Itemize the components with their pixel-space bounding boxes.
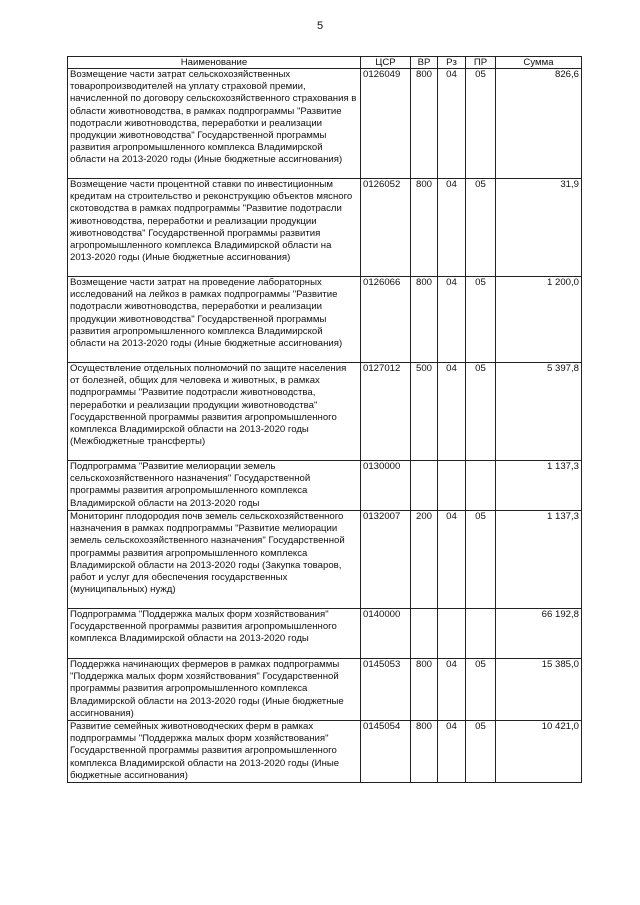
cell-pr [466, 609, 496, 659]
cell-rz [438, 461, 466, 511]
budget-table [67, 56, 582, 783]
cell-pr: 05 [466, 277, 496, 363]
cell-rz: 04 [438, 277, 466, 363]
cell-sum: 1 137,3 [496, 461, 582, 511]
cell-sum: 31,9 [496, 179, 582, 277]
cell-csr: 0132007 [361, 511, 411, 609]
cell-csr: 0126052 [361, 179, 411, 277]
cell-vr: 800 [411, 179, 438, 277]
cell-sum: 66 192,8 [496, 609, 582, 659]
cell-sum: 15 385,0 [496, 659, 582, 721]
cell-name: Возмещение части затрат на проведение лабораторных исследований на лейкоз в рамках подпрограммы "Развитие подотрасли животноводства, переработки и реализации продукции животноводства" Государственной программы развития агропромышленного комплекса Владимирской области на 2013-2020 годы (Иные бюджетные ассигнования) [68, 277, 361, 363]
cell-sum: 826,6 [496, 69, 582, 179]
cell-csr: 0127012 [361, 363, 411, 461]
cell-pr: 05 [466, 659, 496, 721]
col-header-sum: Сумма [496, 57, 582, 69]
cell-csr: 0140000 [361, 609, 411, 659]
table-row [68, 609, 582, 659]
cell-rz: 04 [438, 721, 466, 783]
cell-rz: 04 [438, 659, 466, 721]
cell-sum: 10 421,0 [496, 721, 582, 783]
cell-rz: 04 [438, 363, 466, 461]
table-row [68, 721, 582, 783]
cell-name: Подпрограмма "Поддержка малых форм хозяйствования" Государственной программы развития агропромышленного комплекса Владимирской области на 2013-2020 годы [68, 609, 361, 659]
col-header-csr: ЦСР [361, 57, 411, 69]
table-row [68, 69, 582, 179]
cell-name: Развитие семейных животноводческих ферм в рамках подпрограммы "Поддержка малых форм хозяйствования" Государственной программы развития агропромышленного комплекса Владимирской области на 2013-2020 годы (Иные бюджетные ассигнования) [68, 721, 361, 783]
cell-pr [466, 461, 496, 511]
cell-name: Возмещение части затрат сельскохозяйственных товаропроизводителей на уплату страховой премии, начисленной по договору сельскохозяйственного страхования в области животноводства, в рамках подпрограммы "Развитие подотрасли животноводства, переработки и реализации продукции животноводства" Государственной программы развития агропромышленного комплекса Владимирской области на 2013-2020 годы (Иные бюджетные ассигнования) [68, 69, 361, 179]
table-row [68, 461, 582, 511]
col-header-name: Наименование [68, 57, 361, 69]
cell-sum: 1 137,3 [496, 511, 582, 609]
cell-vr: 800 [411, 69, 438, 179]
cell-sum: 5 397,8 [496, 363, 582, 461]
table-row [68, 179, 582, 277]
table-row [68, 277, 582, 363]
cell-csr: 0126066 [361, 277, 411, 363]
table-row [68, 511, 582, 609]
cell-csr: 0145054 [361, 721, 411, 783]
table-row [68, 363, 582, 461]
cell-rz [438, 609, 466, 659]
cell-rz: 04 [438, 69, 466, 179]
cell-name: Поддержка начинающих фермеров в рамках подпрограммы "Поддержка малых форм хозяйствования" Государственной программы развития агропромышленного комплекса Владимирской области на 2013-2020 годы (Иные бюджетные ассигнования) [68, 659, 361, 721]
cell-name: Осуществление отдельных полномочий по защите населения от болезней, общих для человека и животных, в рамках подпрограммы "Развитие подотрасли животноводства, переработки и реализации продукции животноводства" Государственной программы развития агропромышленного комплекса Владимирской области на 2013-2020 годы (Межбюджетные трансферты) [68, 363, 361, 461]
cell-pr: 05 [466, 179, 496, 277]
cell-name: Мониторинг плодородия почв земель сельскохозяйственного назначения в рамках подпрограммы "Развитие мелиорации земель сельскохозяйственного назначения" Государственной программы развития агропромышленного комплекса Владимирской области на 2013-2020 годы (Закупка товаров, работ и услуг для обеспечения государственных (муниципальных) нужд) [68, 511, 361, 609]
cell-vr: 800 [411, 721, 438, 783]
page-number: 5 [316, 20, 324, 32]
cell-pr: 05 [466, 721, 496, 783]
cell-pr: 05 [466, 363, 496, 461]
col-header-vr: ВР [411, 57, 438, 69]
table-row [68, 659, 582, 721]
col-header-pr: ПР [466, 57, 496, 69]
cell-sum: 1 200,0 [496, 277, 582, 363]
cell-rz: 04 [438, 179, 466, 277]
cell-pr: 05 [466, 69, 496, 179]
cell-vr [411, 609, 438, 659]
col-header-rz: Рз [438, 57, 466, 69]
cell-vr: 200 [411, 511, 438, 609]
cell-csr: 0126049 [361, 69, 411, 179]
cell-vr: 800 [411, 277, 438, 363]
cell-pr: 05 [466, 511, 496, 609]
cell-csr: 0130000 [361, 461, 411, 511]
cell-vr: 500 [411, 363, 438, 461]
cell-rz: 04 [438, 511, 466, 609]
cell-csr: 0145053 [361, 659, 411, 721]
cell-name: Подпрограмма "Развитие мелиорации земель сельскохозяйственного назначения" Государственной программы развития агропромышленного комплекса Владимирской области на 2013-2020 годы [68, 461, 361, 511]
cell-vr [411, 461, 438, 511]
header-row [68, 57, 582, 69]
cell-name: Возмещение части процентной ставки по инвестиционным кредитам на строительство и реконструкцию объектов мясного скотоводства в рамках подпрограммы "Развитие подотрасли животноводства, переработки и реализации продукции животноводства" Государственной программы развития агропромышленного комплекса Владимирской области на 2013-2020 годы (Иные бюджетные ассигнования) [68, 179, 361, 277]
cell-vr: 800 [411, 659, 438, 721]
